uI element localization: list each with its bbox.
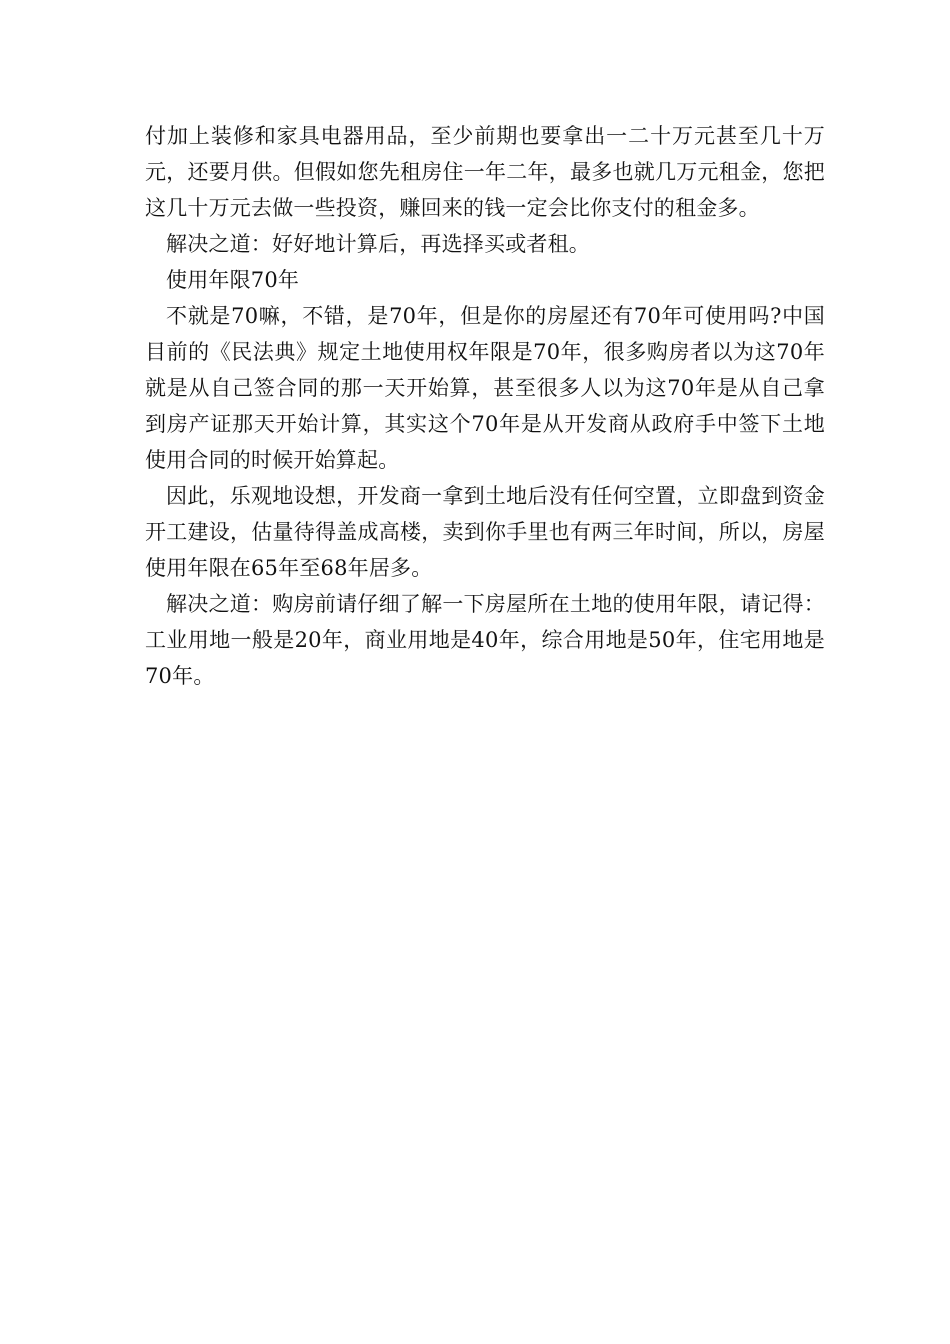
section-heading-usage-term: 使用年限70年 (166, 268, 300, 292)
paragraph-solution-land-terms: 解决之道：购房前请仔细了解一下房屋所在土地的使用年限，请记得：工业用地一般是20年，商业用地是40年，综合用地是50年，住宅用地是70年。 (145, 592, 825, 688)
paragraph-70-year-explanation: 不就是70嘛，不错，是70年，但是你的房屋还有70年可使用吗?中国目前的《民法典》规定土地使用权年限是70年，很多购房者以为这70年就是从自己签合同的那一天开始算，甚至很多人以为这70年是从自己拿到房产证那天开始计算，其实这个70年是从开发商从政府手中签下土地使用合同的时候开始算起。 (145, 304, 825, 472)
paragraph-rent-vs-buy-continued: 付加上装修和家具电器用品，至少前期也要拿出一二十万元甚至几十万元，还要月供。但假如您先租房住一年二年，最多也就几万元租金，您把这几十万元去做一些投资，赚回来的钱一定会比你支付的租金多。 (145, 124, 825, 220)
paragraph-solution-rent-or-buy: 解决之道：好好地计算后，再选择买或者租。 (166, 232, 590, 256)
document-body (145, 118, 825, 694)
paragraph-actual-usage-term: 因此，乐观地设想，开发商一拿到土地后没有任何空置，立即盘到资金开工建设，估量待得盖成高楼，卖到你手里也有两三年时间，所以，房屋使用年限在65年至68年居多。 (145, 484, 825, 580)
